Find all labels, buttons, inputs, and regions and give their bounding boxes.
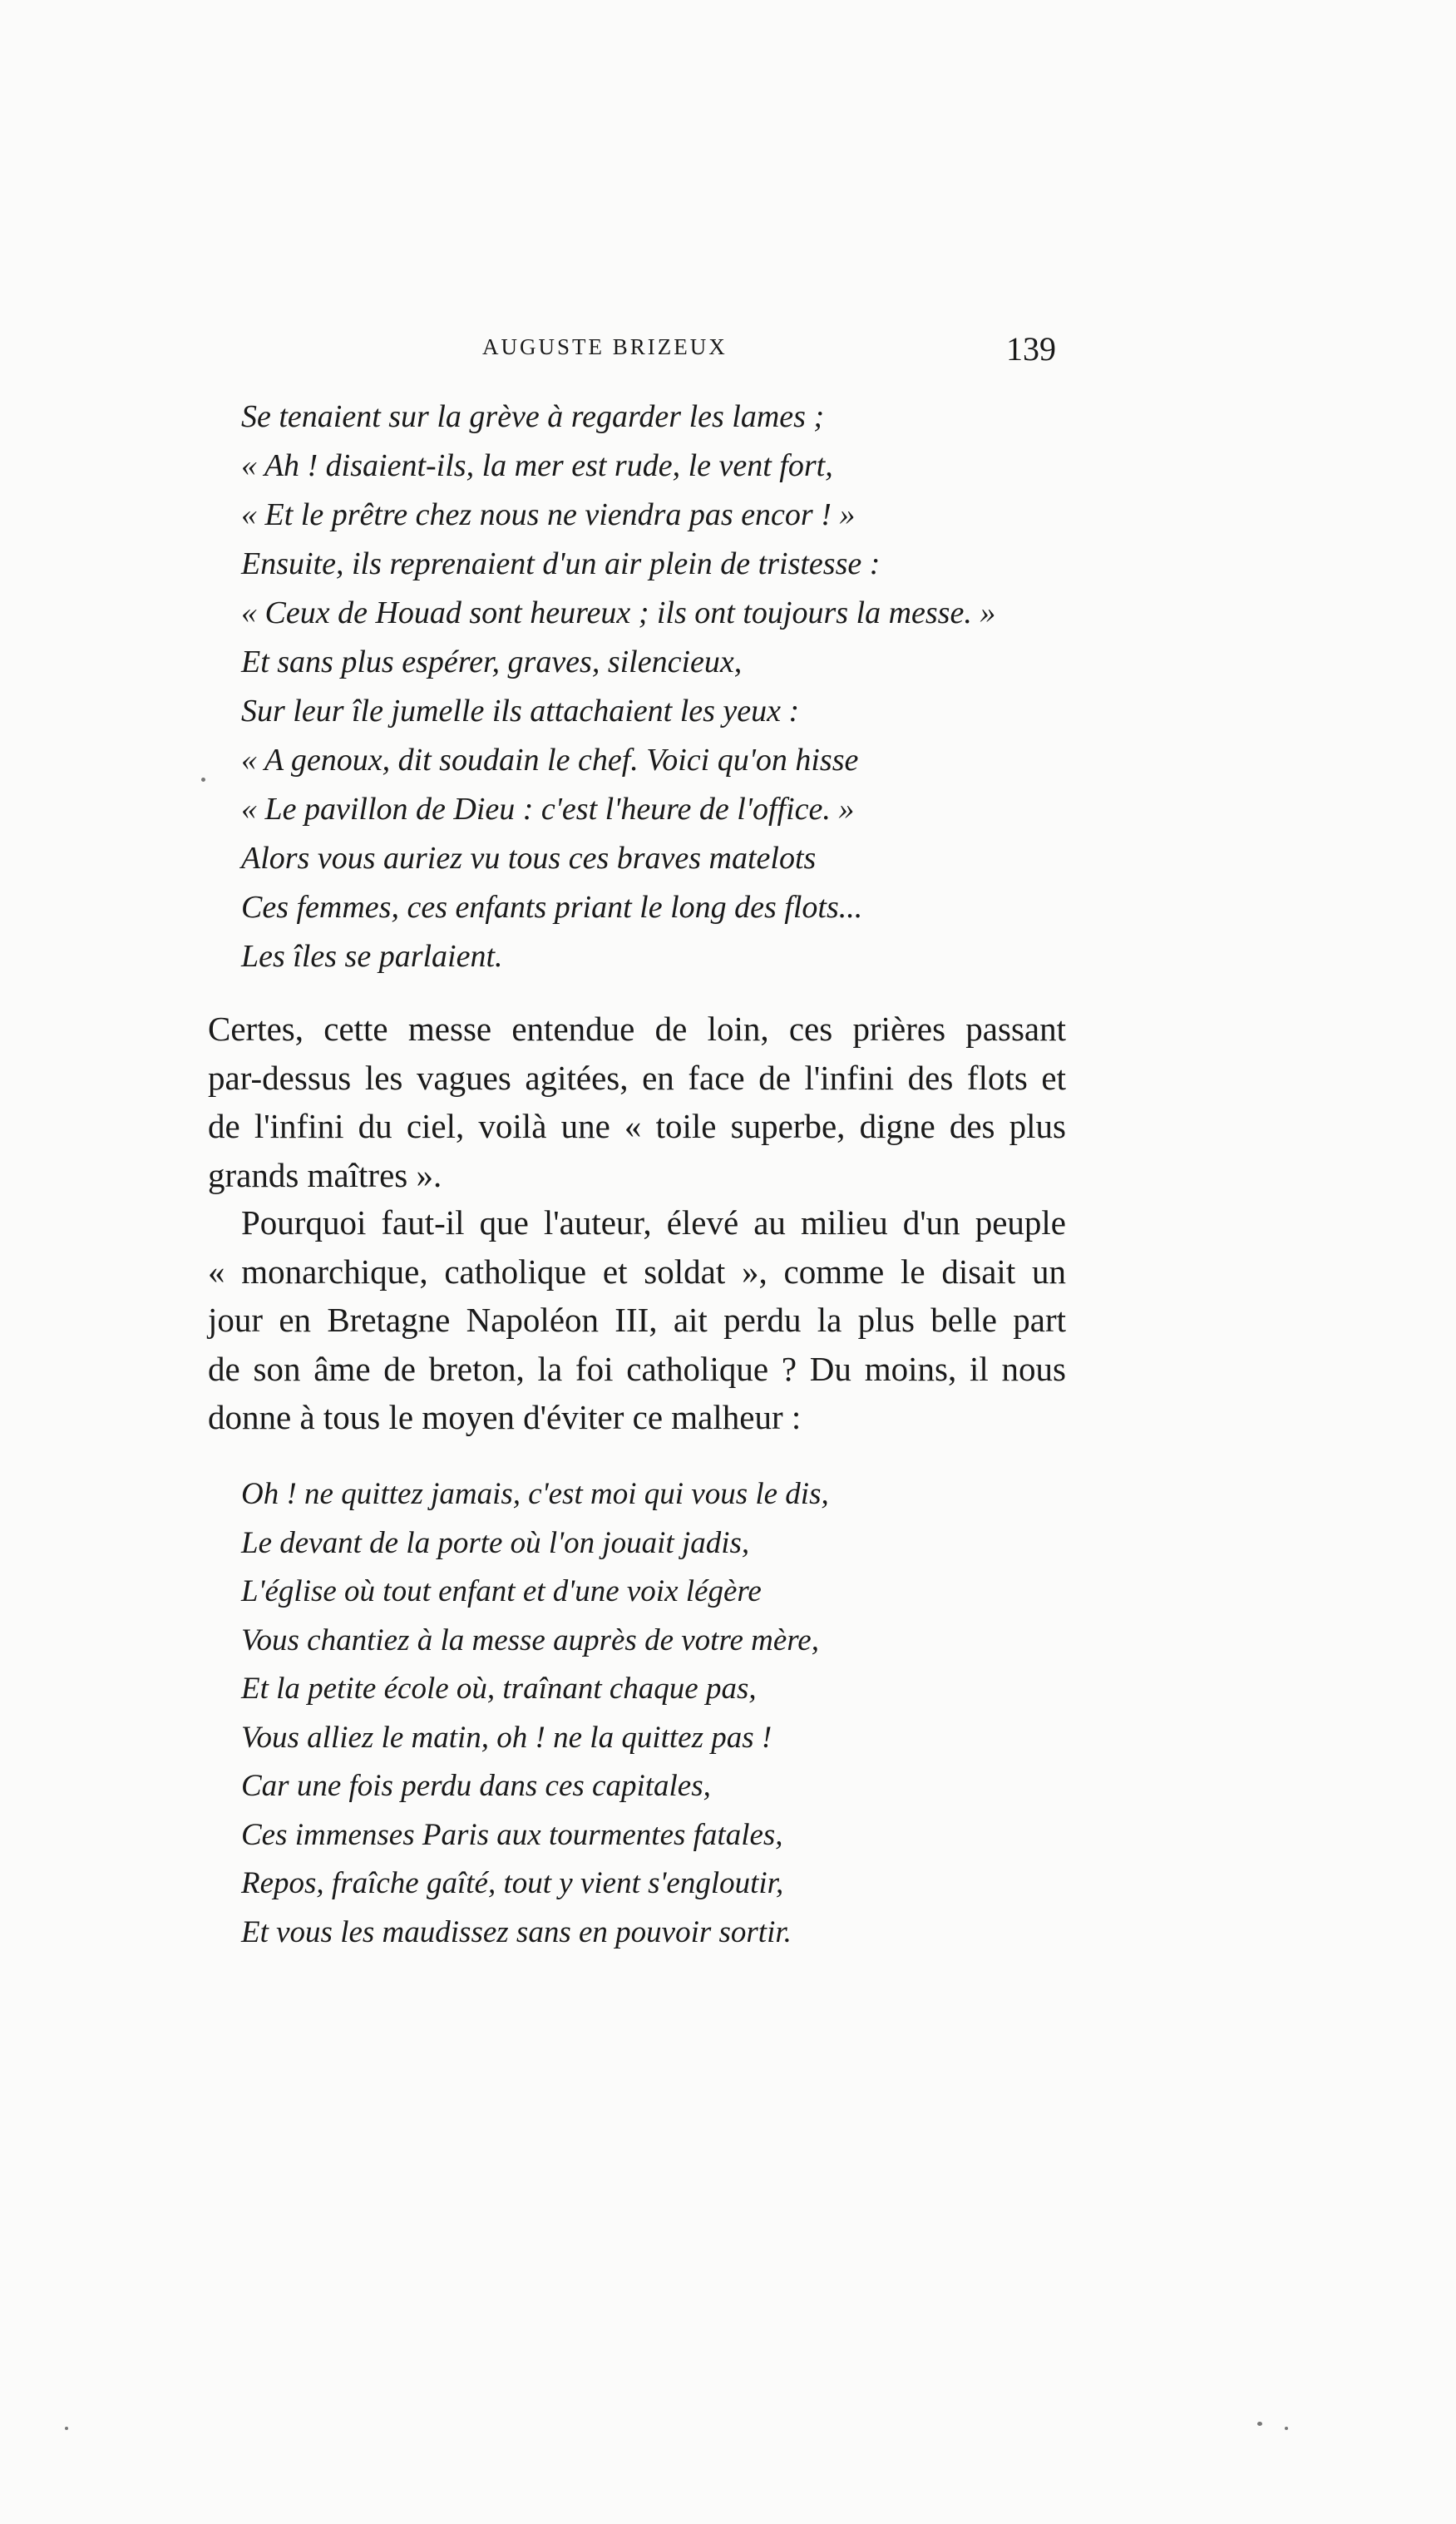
prose-line: Pourquoi faut-il que l'auteur, élevé au milieu d'un peuple bbox=[241, 1203, 1066, 1242]
verse-line: Ensuite, ils reprenaient d'un air plein de tristesse : bbox=[241, 546, 881, 581]
verse-line: Vous alliez le matin, oh ! ne la quittez pas ! bbox=[241, 1720, 772, 1755]
prose-line: « monarchique, catholique et soldat », comme le disait un bbox=[208, 1252, 1066, 1291]
verse-line: Et sans plus espérer, graves, silencieux, bbox=[241, 645, 743, 679]
verse-line: Vous chantiez à la messe auprès de votre mère, bbox=[241, 1623, 819, 1657]
verse-line: Alors vous auriez vu tous ces braves matelots bbox=[241, 841, 817, 876]
verse-line: Ces immenses Paris aux tourmentes fatales, bbox=[241, 1817, 783, 1852]
paragraph-1 bbox=[208, 1005, 1066, 1199]
verse-line: « Et le prêtre chez nous ne viendra pas encor ! » bbox=[241, 497, 856, 532]
prose-line: Certes, cette messe entendue de loin, ces prières passant bbox=[208, 1010, 1066, 1048]
prose-line: donne à tous le moyen d'éviter ce malheur : bbox=[208, 1398, 802, 1436]
prose-line: de son âme de breton, la foi catholique ? Du moins, il nous bbox=[208, 1349, 1066, 1388]
prose-line: jour en Bretagne Napoléon III, ait perdu la plus belle part bbox=[208, 1301, 1066, 1339]
verse-line: Car une fois perdu dans ces capitales, bbox=[241, 1769, 711, 1803]
verse-line: « Le pavillon de Dieu : c'est l'heure de l'office. » bbox=[241, 792, 855, 827]
ink-speck bbox=[201, 778, 205, 782]
verse-line: Repos, fraîche gaîté, tout y vient s'engloutir, bbox=[241, 1866, 784, 1900]
verse-line: Et vous les maudissez sans en pouvoir sortir. bbox=[241, 1914, 792, 1949]
verse-line: « Ah ! disaient-ils, la mer est rude, le vent fort, bbox=[241, 448, 833, 483]
verse-line: Et la petite école où, traînant chaque pas, bbox=[241, 1672, 757, 1706]
verse-line: Le devant de la porte où l'on jouait jadis, bbox=[241, 1525, 750, 1560]
verse-line: Oh ! ne quittez jamais, c'est moi qui vous le dis, bbox=[241, 1477, 829, 1511]
prose-line: grands maîtres ». bbox=[208, 1155, 442, 1194]
running-head bbox=[208, 330, 1056, 376]
verse-line: L'église où tout enfant et d'une voix légère bbox=[241, 1574, 762, 1608]
prose-line: de l'infini du ciel, voilà une « toile superbe, digne des plus bbox=[208, 1107, 1066, 1145]
verse-line: Se tenaient sur la grève à regarder les lames ; bbox=[241, 399, 825, 434]
prose-line: par-dessus les vagues agitées, en face de l'infini des flots et bbox=[208, 1058, 1066, 1097]
verse-line: Les îles se parlaient. bbox=[241, 939, 503, 974]
verse-line: « Ceux de Houad sont heureux ; ils ont toujours la messe. » bbox=[241, 595, 996, 630]
running-title: AUGUSTE BRIZEUX bbox=[482, 334, 728, 359]
paragraph-2 bbox=[208, 1198, 1066, 1442]
page-number: 139 bbox=[1006, 330, 1056, 368]
verse-line: Sur leur île jumelle ils attachaient les yeux : bbox=[241, 694, 800, 729]
ink-speck bbox=[65, 2427, 68, 2430]
verse-block-1 bbox=[241, 393, 1073, 981]
ink-speck bbox=[1285, 2427, 1288, 2430]
ink-speck bbox=[1257, 2422, 1262, 2426]
verse-line: Ces femmes, ces enfants priant le long des flots... bbox=[241, 890, 863, 925]
verse-line: « A genoux, dit soudain le chef. Voici qu'on hisse bbox=[241, 743, 859, 778]
verse-block-2 bbox=[241, 1470, 1073, 1957]
